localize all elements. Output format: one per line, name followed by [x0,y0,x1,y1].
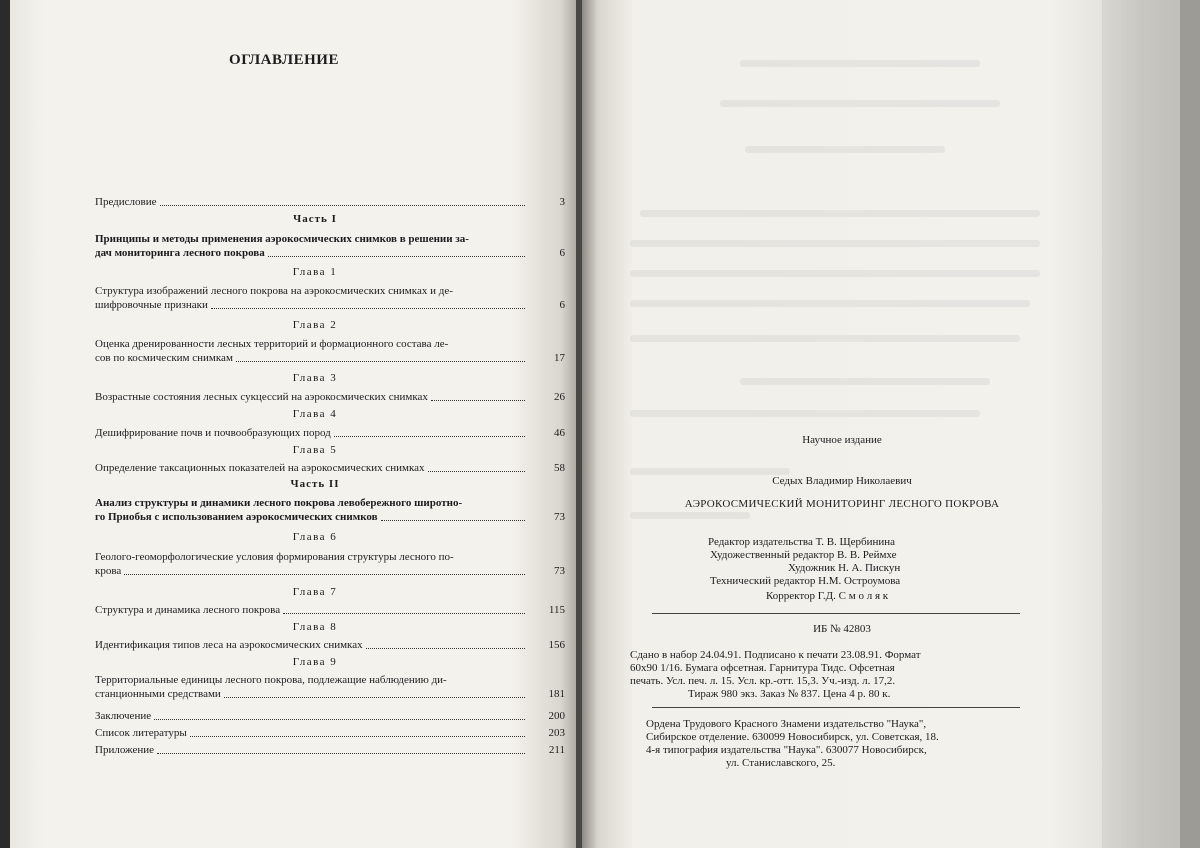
toc-entry-text-line2: го Приобья с использованием аэрокосмических снимков [95,511,378,523]
show-through-line [630,270,1040,277]
credit-line: Технический редактор Н.М. Остроумова [710,575,901,587]
toc-page-number: 3 [559,196,565,208]
show-through-line [630,335,1020,342]
toc-entry-text: Приложение [95,744,155,756]
publication-data [630,649,1030,701]
leader-dots [283,613,525,614]
leader-dots [268,256,525,257]
toc-page-number: 73 [554,511,565,523]
toc-page-number: 26 [554,391,565,403]
publisher-line: Сибирское отделение. 630099 Новосибирск, ул. Советская, 18. [646,731,939,743]
toc-entry[interactable] [95,743,565,757]
toc-entry-text-line1: Структура изображений лесного покрова на аэрокосмических снимках и де- [95,285,453,297]
show-through-line [720,100,1000,107]
toc-entry[interactable] [95,284,565,312]
publisher-line: Ордена Трудового Красного Знамени издательство "Наука", [646,718,927,730]
show-through-line [740,60,980,67]
toc-entry[interactable] [95,550,565,578]
toc-entry[interactable] [95,461,565,475]
leader-dots [366,648,525,649]
credit-line: Художник Н. А. Пискун [788,562,901,574]
show-through-line [630,410,980,417]
toc-entry[interactable] [95,390,565,404]
toc-entry-text-line2: сов по космическим снимкам [95,352,233,364]
publication-line: Тираж 980 экз. Заказ № 837. Цена 4 р. 80 к. [688,688,891,700]
toc-page-number: 211 [548,744,565,756]
toc-entry-text: Идентификация типов леса на аэрокосмических снимках [95,639,363,651]
publication-line: Сдано в набор 24.04.91. Подписано к печати 23.08.91. Формат [630,649,921,661]
toc-entry[interactable] [95,337,565,365]
part-heading: Часть II [290,478,340,490]
toc-entry-text-line1: Геолого-геоморфологические условия формирования структуры лесного по- [95,551,454,563]
toc-entry[interactable] [95,603,565,617]
toc-entry-text-line2: дач мониторинга лесного покрова [95,247,265,259]
toc-page-number: 58 [554,462,565,474]
leader-dots [154,719,525,720]
show-through-line [630,512,750,519]
toc-page-number: 6 [559,247,565,259]
toc-page-number: 156 [548,639,565,651]
toc-entry[interactable] [95,726,565,740]
toc-entry-text: Заключение [95,710,152,722]
part-heading: Часть I [293,213,337,225]
divider-rule [652,613,1020,614]
toc-entry-text: Список литературы [95,727,187,739]
toc-entry[interactable] [95,496,565,524]
toc-page-number: 115 [548,604,565,616]
leader-dots [428,471,525,472]
toc-entry-text-line1: Оценка дренированности лесных территорий и формационного состава ле- [95,338,449,350]
toc-entry[interactable] [95,673,565,701]
chapter-heading: Глава 9 [292,656,338,668]
leader-dots [157,753,525,754]
leader-dots [124,574,525,575]
toc-entry[interactable] [95,426,565,440]
toc-entry-text: Определение таксационных показателей на аэрокосмических снимках [95,462,425,474]
leader-dots [190,736,525,737]
toc-entry-text: Возрастные состояния лесных сукцессий на аэрокосмических снимках [95,391,428,403]
publication-line: 60х90 1/16. Бумага офсетная. Гарнитура Тидс. Офсетная [630,662,895,674]
toc-page-number: 181 [548,688,565,700]
credit-line: Редактор издательства Т. В. Щербинина [708,536,896,548]
toc-entry-text: Предисловие [95,196,157,208]
edition-type: Научное издание [802,434,882,446]
toc-page-number: 46 [554,427,565,439]
leader-dots [224,697,525,698]
toc-entry-text-line2: крова [95,565,122,577]
show-through-line [630,468,790,475]
credit-line: Художественный редактор В. В. Реймхе [710,549,897,561]
publisher-line: ул. Станиславского, 25. [726,757,836,769]
chapter-heading: Глава 5 [292,444,338,456]
chapter-heading: Глава 7 [292,586,338,598]
publisher-data [646,718,1046,770]
leader-dots [431,400,525,401]
toc-title: ОГЛАВЛЕНИЕ [229,52,339,68]
toc-entry[interactable] [95,232,565,260]
toc-page-number: 17 [554,352,565,364]
page-edge-shadow [1180,0,1200,848]
leader-dots [381,520,525,521]
toc-page-number: 6 [559,299,565,311]
toc-page-number: 200 [548,710,565,722]
show-through-line [740,378,990,385]
toc-page-number: 203 [548,727,565,739]
publisher-line: 4-я типография издательства "Наука". 630077 Новосибирск, [646,744,927,756]
book-title: АЭРОКОСМИЧЕСКИЙ МОНИТОРИНГ ЛЕСНОГО ПОКРОВА [684,498,1000,510]
chapter-heading: Глава 6 [292,531,338,543]
toc-entry-text-line1: Принципы и методы применения аэрокосмических снимков в решении за- [95,233,469,245]
toc-entry-text: Структура и динамика лесного покрова [95,604,281,616]
chapter-heading: Глава 1 [292,266,338,278]
publication-line: печать. Усл. печ. л. 15. Усл. кр.-отт. 15,3. Уч.-изд. л. 17,2. [630,675,896,687]
toc-entry-text-line2: шифровочные признаки [95,299,208,311]
show-through-line [745,146,945,153]
toc-entry[interactable] [95,709,565,723]
toc-page-number: 73 [554,565,565,577]
ib-number: ИБ № 42803 [813,623,871,635]
chapter-heading: Глава 4 [292,408,338,420]
chapter-heading: Глава 8 [292,621,338,633]
toc-entry[interactable] [95,195,565,209]
toc-entry-text-line1: Анализ структуры и динамики лесного покрова левобережного широтно- [95,497,463,509]
toc-entry-text-line1: Территориальные единицы лесного покрова, подлежащие наблюдению ди- [95,674,447,686]
toc-entry-text: Дешифрирование почв и почвообразующих пород [95,427,331,439]
author-name: Седых Владимир Николаевич [772,475,912,487]
leader-dots [211,308,525,309]
toc-entry[interactable] [95,638,565,652]
chapter-heading: Глава 3 [292,372,338,384]
leader-dots [160,205,526,206]
leader-dots [334,436,525,437]
divider-rule [652,707,1020,708]
show-through-line [630,240,1040,247]
toc-entry-text-line2: станционными средствами [95,688,221,700]
leader-dots [236,361,525,362]
show-through-line [630,300,1030,307]
show-through-line [640,210,1040,217]
chapter-heading: Глава 2 [292,319,338,331]
credit-line: Корректор Г.Д. С м о л я к [766,590,889,602]
